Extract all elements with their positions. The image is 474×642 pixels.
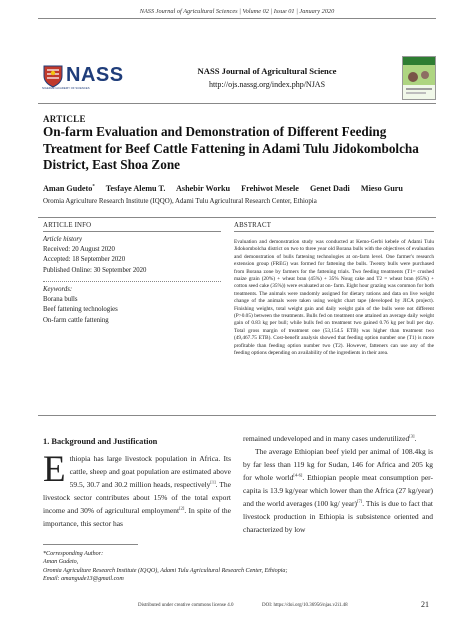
corresponding-author — [43, 550, 343, 583]
abstract-rule — [234, 231, 434, 232]
drop-cap: E — [43, 449, 66, 490]
corresponding-email[interactable]: Email: amangude13@gmail.com — [43, 575, 124, 582]
journal-url[interactable]: http://ojs.nassg.org/index.php/NJAS — [208, 80, 326, 89]
body-rule — [38, 415, 436, 416]
license-note: Distributed under creative commons license 4.0 — [138, 603, 234, 608]
history-label: Article history — [43, 236, 83, 243]
citation[interactable]: [1] — [210, 479, 216, 485]
keyword: Beef fattening technologies — [43, 306, 118, 314]
running-header: NASS Journal of Agricultural Sciences | Volume 02 | Issue 01 | January 2020 — [139, 8, 335, 15]
author-name: Frehiwot Mesele — [241, 184, 299, 193]
article-info-heading: ARTICLE INFO — [43, 222, 92, 229]
corresponding-name: Aman Gudeto, — [43, 559, 79, 566]
footnote-rule — [43, 544, 138, 545]
header-rule — [38, 18, 436, 19]
keywords-divider — [43, 281, 221, 282]
keyword: Borana bulls — [43, 296, 78, 304]
article-info-rule — [43, 231, 221, 232]
logo-wordmark: NASS — [66, 64, 124, 86]
abstract-text: Evaluation and demonstration study was conducted at Kemo-Gerbi kebele of Adami Tulu Jidokombolcha district on two to three year old Borana bulls with the objectives of evaluation and demonstration of bulls fattening technologies at on-farm level. One farmer's research extension group (FREG) was formed for fattening the bulls. Twenty bulls were purchased from Borana zone by farmers for the fattening trials. Two feeding treatments (T1= crushed maize grain (20%) + wheat bran (45%) + 35% Noug cake and T2 = wheat bran (65%) + cotton seed cake (35%)) were evaluated at on- farm. Eight hour grazing was common for both treatments. The animals were randomly assigned for dietary rations and data on live weight change of the animals were taken using weight chart tape (developed by JICA project). Finishing weights, total weight gain and daily weight gain of the bulls were not different (P>0.05) between the treatments. Bulls fed on treatment one attained an average daily weight gain of 0.83 kg per bull; while bulls fed on treatment two gained 0.76 kg per bull per day. Total gross margin of treatment one (53,154.5 ETB) was higher than treatment two (49,467.75 ETB). Cost-benefit analysis showed that feeding option number one (T1) is more profitable than feeding option number two (T2). However, fatteners can use any of the feeding options depending on availability of the ingredients in their area. — [234, 239, 434, 357]
corresponding-address: Oromia Agriculture Research Institute (IQQO), Adami Tulu Agricultural Research Center, Ethiopia; — [43, 567, 288, 574]
published-date: Published Online: 30 September 2020 — [43, 266, 147, 274]
author-name: Tesfaye Alemu T. — [105, 184, 166, 193]
author-list — [43, 184, 443, 193]
author-name: Ashebir Worku — [176, 184, 231, 193]
citation[interactable]: [4-6] — [293, 472, 303, 478]
citation[interactable]: [7] — [356, 498, 363, 504]
affiliation: Oromia Agriculture Research Institute (IQQO), Adami Tulu Agricultural Research Center, Ethiopia — [43, 198, 317, 205]
body-column-right: remained undeveloped and in many cases underutilized[3]. The average Ethiopian beef yield per animal of 108.4kg is by far less than 119 kg for Sudan, 146 for Africa and 205 kg for whole world[4-6]. Ethiopian people meat consumption per-capita is 13.9 kg/year which lower than the Africa (27 kg/year) and the world averages (100 kg/ year)[7]. This is due to fact that livestock production in Ethiopia is subsistence oriented and characterized by low — [243, 433, 433, 534]
journal-cover-thumbnail — [402, 56, 436, 100]
author-name: Genet Dadi — [310, 184, 350, 193]
body-column-left: Ethiopia has large livestock population in Africa. Its cattle, sheep and goat population are estimated above 59.5, 30.7 and 30.2 million heads, respectively[1]. The livestock sector contributes about 15% of the total export income and 30% of agricultural employment[2]. In spite of the importance, this sector has — [43, 449, 231, 528]
keywords-label: Keywords: — [43, 286, 73, 293]
article-type-label: ARTICLE — [43, 114, 86, 124]
page-number: 21 — [421, 600, 429, 609]
abstract-heading: ABSTRACT — [234, 222, 272, 229]
article-title: On-farm Evaluation and Demonstration of Different Feeding Treatment for Beef Cattle Fattening in Adami Tulu Jidokombolcha District, East Shoa Zone — [43, 124, 419, 172]
logo-tagline: NIGERIAN ACADEMY OF SCIENCES — [42, 86, 90, 90]
journal-logo — [42, 64, 132, 90]
accepted-date: Accepted: 18 September 2020 — [43, 256, 126, 264]
article-history — [43, 235, 223, 276]
received-date: Received: 20 August 2020 — [43, 246, 115, 254]
citation[interactable]: [3] — [409, 433, 415, 439]
banner-rule — [38, 103, 436, 104]
keyword: On-farm cattle fattening — [43, 316, 109, 324]
journal-name: NASS Journal of Agricultural Science — [197, 66, 337, 76]
author-name: Aman Gudeto* — [43, 184, 95, 193]
affiliation-rule — [38, 217, 436, 218]
section-heading: 1. Background and Justification — [43, 437, 158, 446]
keywords-block — [43, 285, 223, 326]
corresponding-label: *Corresponding Author: — [43, 551, 104, 557]
author-name: Mieso Guru — [360, 184, 403, 193]
citation[interactable]: [2] — [179, 505, 185, 511]
doi-link[interactable]: DOI: https://doi.org/10.36956/njas.v2i1.48 — [262, 603, 348, 608]
crest-icon — [42, 64, 64, 88]
